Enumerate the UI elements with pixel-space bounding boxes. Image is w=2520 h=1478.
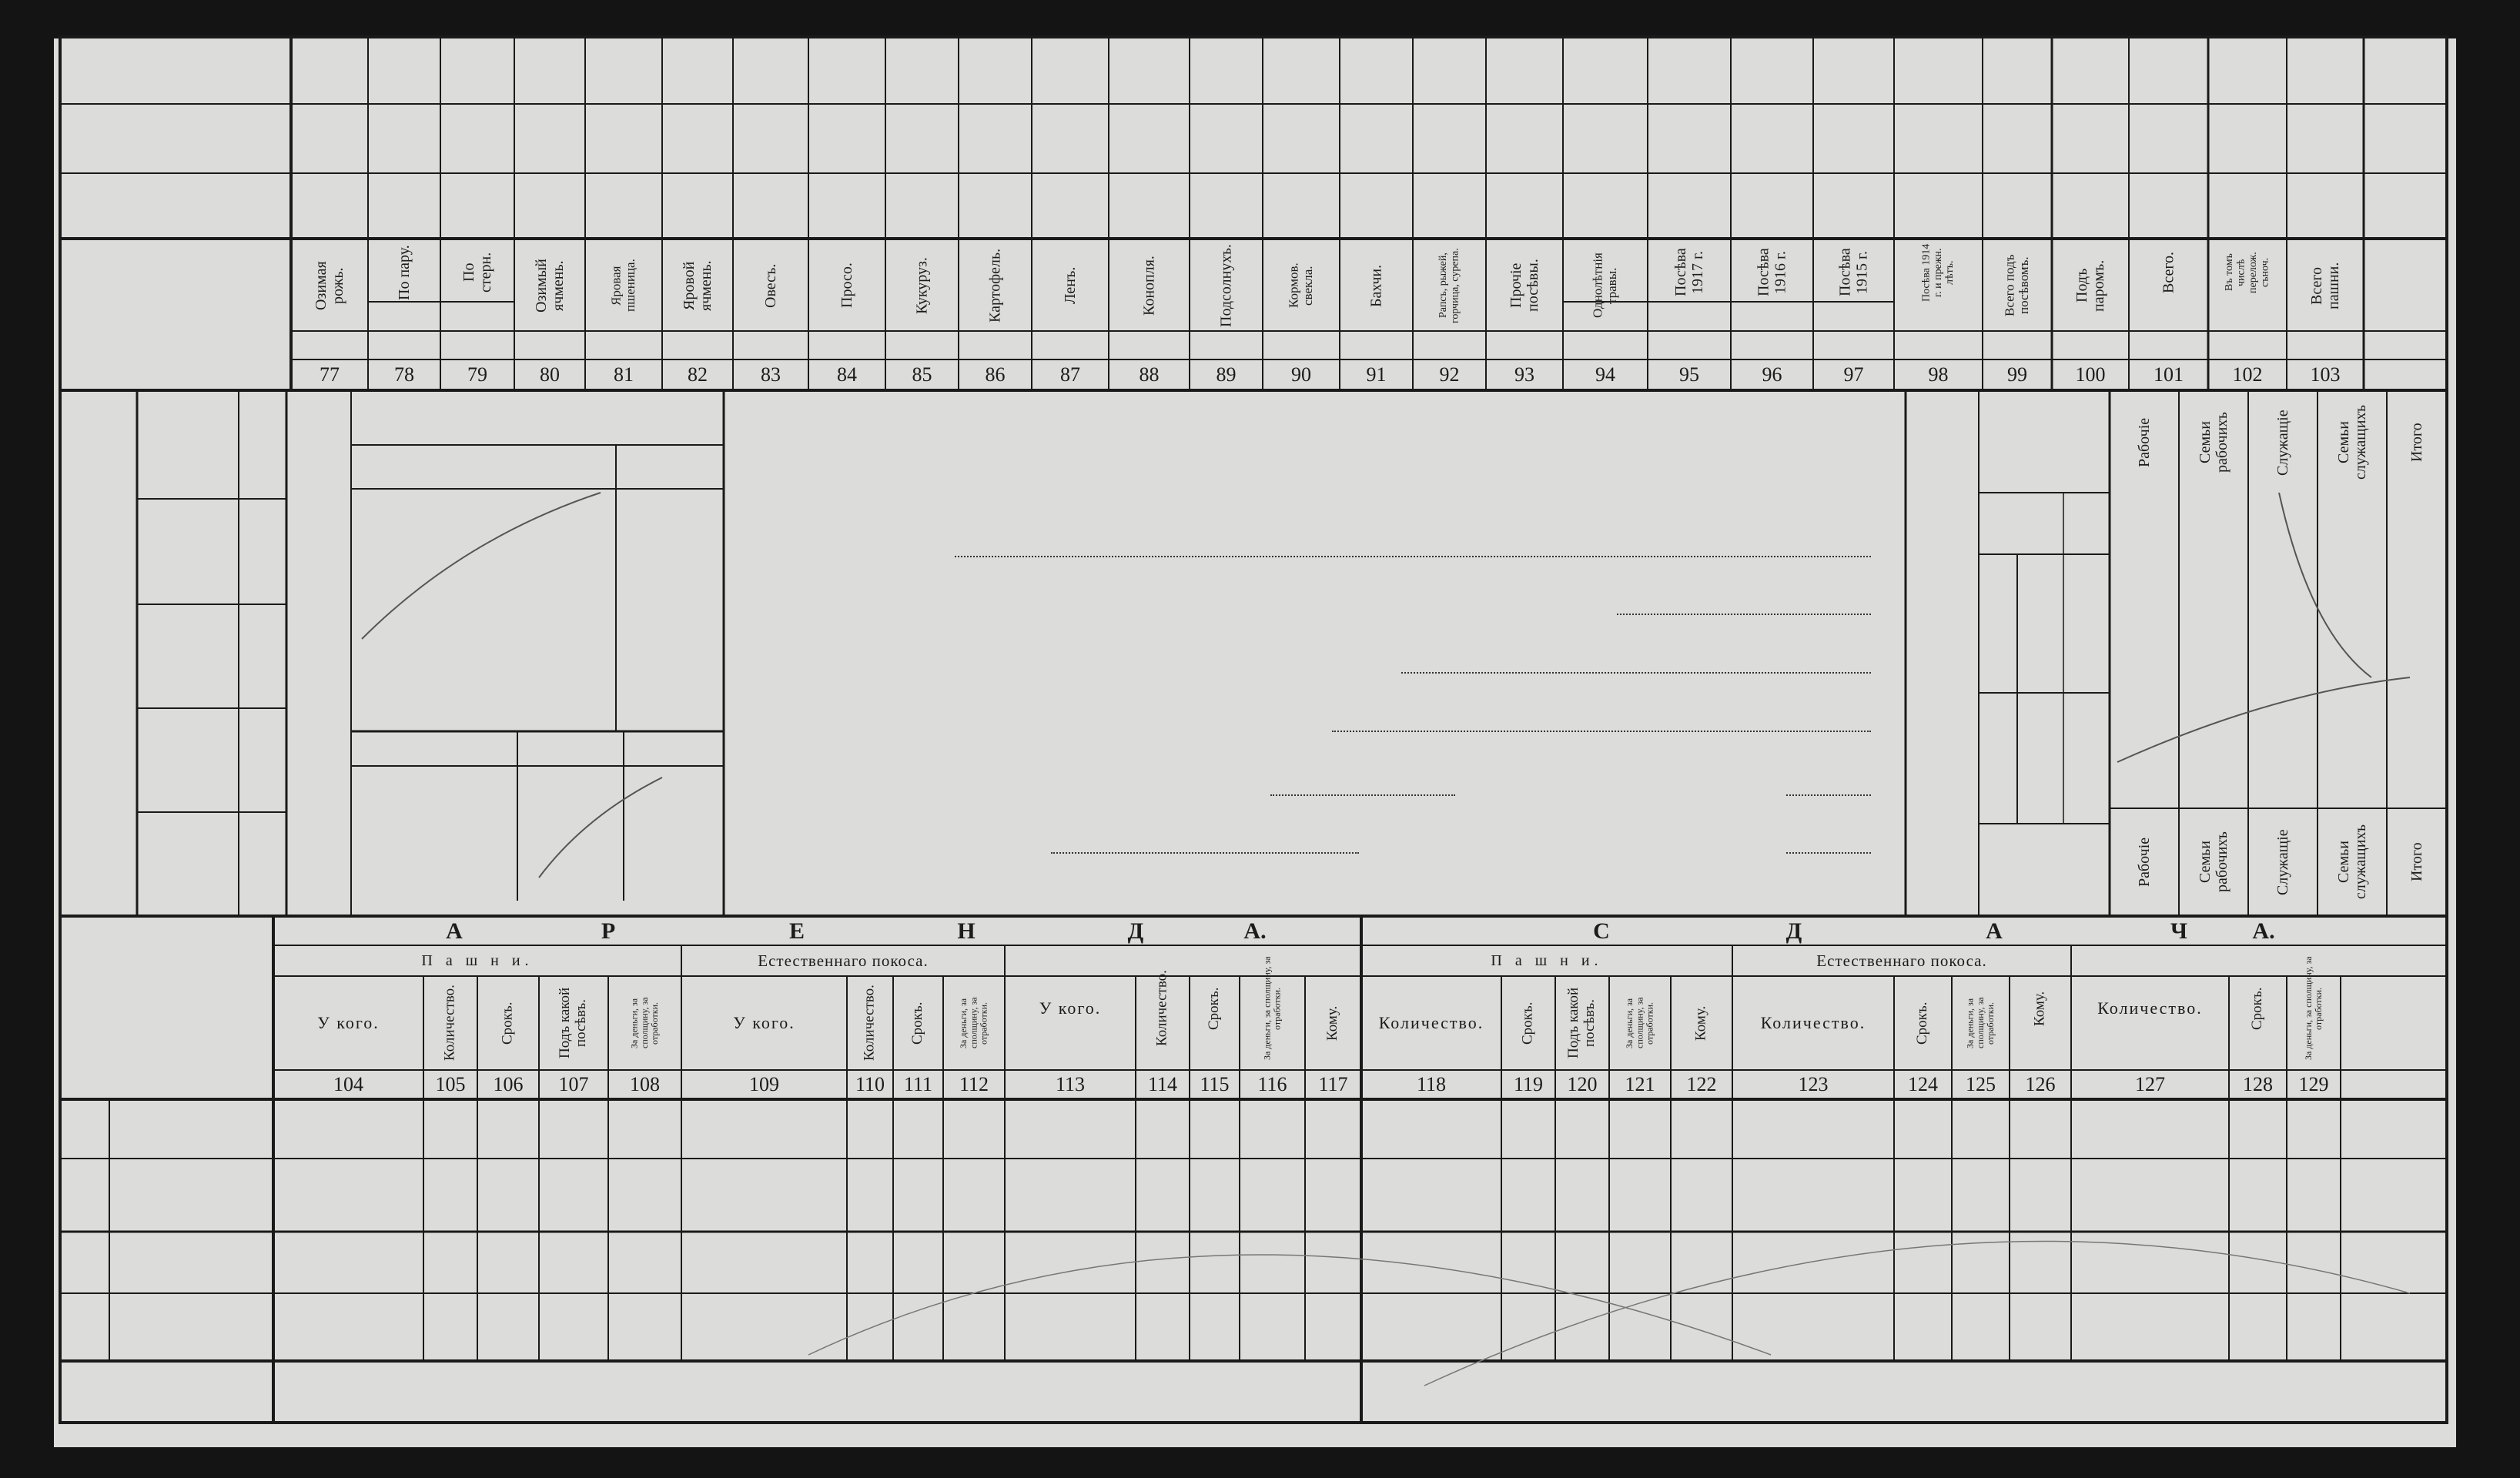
crop-col-header: Всего подъ посѣвомъ. [2002,254,2031,317]
lease-col-header: Кому. [1324,1005,1341,1041]
lease-group-pashni: П а ш н и. [1491,951,1603,969]
mnogoletnie-label [1740,304,2002,329]
worker-num-130 [154,393,185,497]
crop-col-number: 88 [1139,363,1160,386]
crop-col-header: Просо. [838,262,855,309]
worker-label-podennyh [196,606,233,707]
lease-col-header: За деньги, за сполщину, за отработки. [2302,956,2324,1061]
lease-group-pashni: П а ш н и. [421,951,534,969]
crop-col-number: 99 [2007,363,2027,386]
trade-title [353,393,722,443]
workers-title [291,400,348,908]
sdacha-letter: А. [2252,918,2275,944]
sdacha-letter: А [1986,918,2003,944]
crop-col-number: 77 [320,363,340,386]
lease-col-header: Срокъ. [1519,1001,1536,1045]
crop-col-number: 93 [1514,363,1534,386]
worker-num-131 [154,500,185,604]
plodov-sad-label [353,793,516,831]
arenda-letter: Е [788,918,805,944]
lease-col-number: 121 [1625,1073,1655,1096]
population-col-header: Рабочіе [2136,417,2153,468]
answer-line-6a[interactable] [1051,852,1359,854]
crop-col-number: 91 [1366,363,1387,386]
crop-col-header: По стерн. [460,252,494,293]
crop-col-number: 96 [1762,363,1782,386]
answer-line-4[interactable] [1332,731,1871,732]
worker-label-sdelnyh [196,710,233,811]
lease-col-number: 118 [1416,1073,1447,1096]
crop-col-number: 85 [912,363,932,386]
crop-col-header: Конопля. [1140,256,1158,316]
lease-col-header: У кого. [1039,998,1102,1018]
population-col-footer: Рабочіе [2136,837,2153,888]
lease-col-number: 106 [493,1073,524,1096]
crop-col-number: 98 [1928,363,1949,386]
lease-col-number: 108 [630,1073,660,1096]
lease-col-header: За деньги, за сполщину, за отработки. [1964,997,1996,1049]
row-label-svoih [62,175,289,238]
worker-num-133 [154,710,185,811]
crop-col-header: Посѣва 1914 г. и прежн. лѣтъ. [1920,243,1956,302]
arenda-letter: А. [1243,918,1267,944]
pop-num-136 [2067,697,2107,758]
population-title [1909,400,1976,908]
lease-col-header: За деньги, за сполщину, за отработки. [958,997,989,1049]
population-col-header: Семьи служащихъ [2335,405,2369,480]
pop-num-139 [2067,497,2107,552]
crop-col-number: 103 [2310,363,2341,386]
crop-col-header: Въ томъ числѣ перелож. съноч. [2224,252,2271,293]
crop-col-header: Посѣва 1916 г. [1755,248,1789,297]
lease-col-number: 119 [1513,1073,1544,1096]
population-col-footer: Служащіе [2274,829,2291,895]
lease-col-number: 116 [1257,1073,1287,1096]
zhenshchiny-label [1982,562,2016,685]
crop-col-header: Овесъ. [762,263,779,308]
worker-num-134 [154,814,185,915]
muzh-v-tom-label [2020,694,2062,761]
crop-col-number: 90 [1291,363,1311,386]
crop-col-header: Картофель. [986,248,1004,323]
ozimaya-pshenitsa-label [370,304,524,329]
crop-col-header: Рапсъ, рыжей, горчица, сурепа. [1437,248,1461,323]
population-col-header: Итого [2408,423,2425,463]
lease-col-header: Срокъ. [1206,987,1223,1030]
answer-line-3[interactable] [1401,672,1871,674]
zhen-v-tom-label [2020,556,2062,625]
muzhchiny-label [1982,697,2016,820]
crop-col-header: Подсолнухъ. [1217,244,1235,327]
worker-label-srochnyh [196,500,233,604]
lease-col-number: 125 [1966,1073,1996,1096]
pod-perelog-label [2217,333,2371,357]
crop-col-number: 94 [1595,363,1615,386]
lease-col-header: За деньги, за сполщину, за отработки. [628,997,661,1049]
row-uchrezhdeniy [112,1295,271,1359]
lease-col-header: Количество. [1153,970,1170,1047]
answer-line-5a[interactable] [1270,794,1455,796]
crop-col-header: По пару. [396,245,413,300]
lease-col-header: Количество. [2097,998,2203,1018]
lease-col-header: Срокъ. [909,1001,926,1045]
crop-col-header: Кукуруз. [913,257,931,314]
lease-col-header: Кому. [1692,1005,1709,1041]
lease-col-number: 109 [749,1073,779,1096]
crop-col-header: Озимая рожь. [313,261,346,310]
crop-band-title [293,333,2063,359]
vinograd-label [353,831,516,870]
lease-col-number: 129 [2298,1073,2329,1096]
crop-col-header: Посѣва 1917 г. [1672,248,1706,297]
population-col-header: Семьи рабочихъ [2197,412,2231,473]
crop-col-number: 97 [1843,363,1864,386]
lease-col-number: 124 [1908,1073,1938,1096]
worker-label-godovyh [196,393,233,497]
worker-num-132 [154,606,185,707]
crop-col-header: Всего пашни. [2308,262,2342,309]
arenda-letter: Д [1127,918,1144,944]
row-chastnyh-lits [112,1233,271,1292]
lease-col-number: 104 [333,1073,363,1096]
lease-col-number: 105 [435,1073,466,1096]
crop-col-header: Прочіе посѣвы. [1508,259,1541,313]
imeetsya-label [353,733,516,765]
crop-col-header: Кормов. свекла. [1286,262,1315,309]
crop-col-number: 87 [1060,363,1080,386]
crop-col-number: 80 [540,363,560,386]
sdacha-letter: Д [1785,918,1802,944]
population-col-footer: Семьи служащихъ [2335,824,2369,900]
korney-header [625,733,722,765]
lease-col-header: Подъ какой посѣвъ. [1565,987,1598,1059]
muzh-vsego-label [2020,762,2062,821]
row-label-na-zemlyah [62,240,289,390]
lease-col-number: 123 [1798,1073,1829,1096]
crop-col-number: 100 [2075,363,2106,386]
crop-col-header: Яровая пшеница. [608,259,638,313]
crop-col-header: Яровой ячмень. [681,260,715,311]
crop-col-header: Посѣва 1915 г. [1836,248,1871,297]
population-col-header: Служащіе [2274,410,2291,476]
crop-col-number: 82 [688,363,708,386]
vnenadelnyh-zemel-label [63,1236,106,1359]
crop-col-number: 102 [2232,363,2263,386]
zhen-vsego-label [2020,627,2062,689]
lease-col-header: Срокъ. [499,1001,516,1045]
crop-col-number: 81 [614,363,634,386]
lease-col-number: 113 [1055,1073,1086,1096]
crop-col-number: 84 [837,363,857,386]
lease-col-header: Количество. [1760,1013,1866,1033]
crop-col-header: Подъ паромъ. [2073,259,2107,312]
lease-col-header: Количество. [861,985,878,1062]
lease-col-number: 128 [2243,1073,2273,1096]
crop-col-header: Бахчи. [1367,264,1385,307]
lease-col-header: Срокъ. [2249,987,2266,1030]
crop-col-header: Ленъ. [1062,266,1079,305]
lease-col-header: Срокъ. [1914,1001,1931,1045]
crop-col-number: 83 [761,363,781,386]
crop-col-number: 78 [394,363,414,386]
lease-col-header: Подъ какой посѣвъ. [557,987,589,1059]
pop-num-137 [2067,627,2107,689]
population-col-footer: Итого [2408,842,2425,882]
sdacha-letter: С [1593,918,1610,944]
lease-col-header: Количество. [441,985,458,1062]
crop-col-number: 92 [1439,363,1460,386]
lease-col-number: 126 [2025,1073,2056,1096]
lease-col-number: 110 [855,1073,885,1096]
lease-col-header: У кого. [733,1013,795,1033]
pop-num-135 [2067,762,2107,821]
crop-col-header: Однолѣтнія травы. [1590,252,1619,319]
crop-col-number: 101 [2154,363,2184,386]
nadelnyh-zemel-label [63,1102,106,1230]
itogo-kush-label [1982,497,2062,552]
row-chuzhih-obshchestvah [112,1160,271,1231]
sdacha-letter: Ч [2170,918,2188,944]
row-itogo-arendovano [63,1364,271,1419]
lease-col-header: У кого. [317,1013,380,1033]
lease-group-pokos: Естественнаго покоса. [1816,951,1987,970]
desyatin-header [519,733,622,765]
answer-line-6b[interactable] [1786,852,1871,854]
crop-col-number: 86 [985,363,1006,386]
pop-num-138 [2067,558,2107,627]
lease-col-number: 115 [1200,1073,1230,1096]
lease-col-header: За деньги, за сполщину, за отработки. [1261,956,1283,1061]
lease-col-number: 111 [903,1073,933,1096]
answer-line-1[interactable] [955,556,1871,557]
crop-col-header: Озимый ячмень. [533,259,567,313]
answer-line-5b[interactable] [1786,794,1871,796]
population-col-footer: Семьи рабочихъ [2197,831,2231,893]
lease-col-number: 120 [1567,1073,1598,1096]
row-svoem-obshchestve [112,1101,271,1158]
row-label-vsego [62,38,289,103]
crop-col-number: 79 [467,363,487,386]
lease-col-number: 114 [1147,1073,1178,1096]
crop-col-number: 95 [1679,363,1699,386]
lease-col-number: 107 [558,1073,589,1096]
trade-name-header [353,446,614,488]
answer-line-2[interactable] [1617,614,1871,615]
arenda-letter: Н [957,918,976,944]
trade-qty-header [617,446,722,488]
arenda-letter: Р [601,918,616,944]
lease-col-header: За деньги, за сполщину, за отработки. [1624,997,1655,1049]
lease-col-header: Количество. [1378,1013,1484,1033]
row-label-arendovannyh [62,105,289,172]
lease-col-number: 122 [1686,1073,1717,1096]
arenda-letter: А [446,918,463,944]
crop-col-header: Всего. [2160,251,2177,294]
lease-col-number: 112 [959,1073,989,1096]
lease-col-number: 117 [1318,1073,1348,1096]
lease-col-header: Кому. [2031,991,2048,1026]
crop-col-number: 89 [1216,363,1237,386]
lease-col-number: 127 [2135,1073,2165,1096]
lease-group-pokos: Естественнаго покоса. [758,951,929,970]
